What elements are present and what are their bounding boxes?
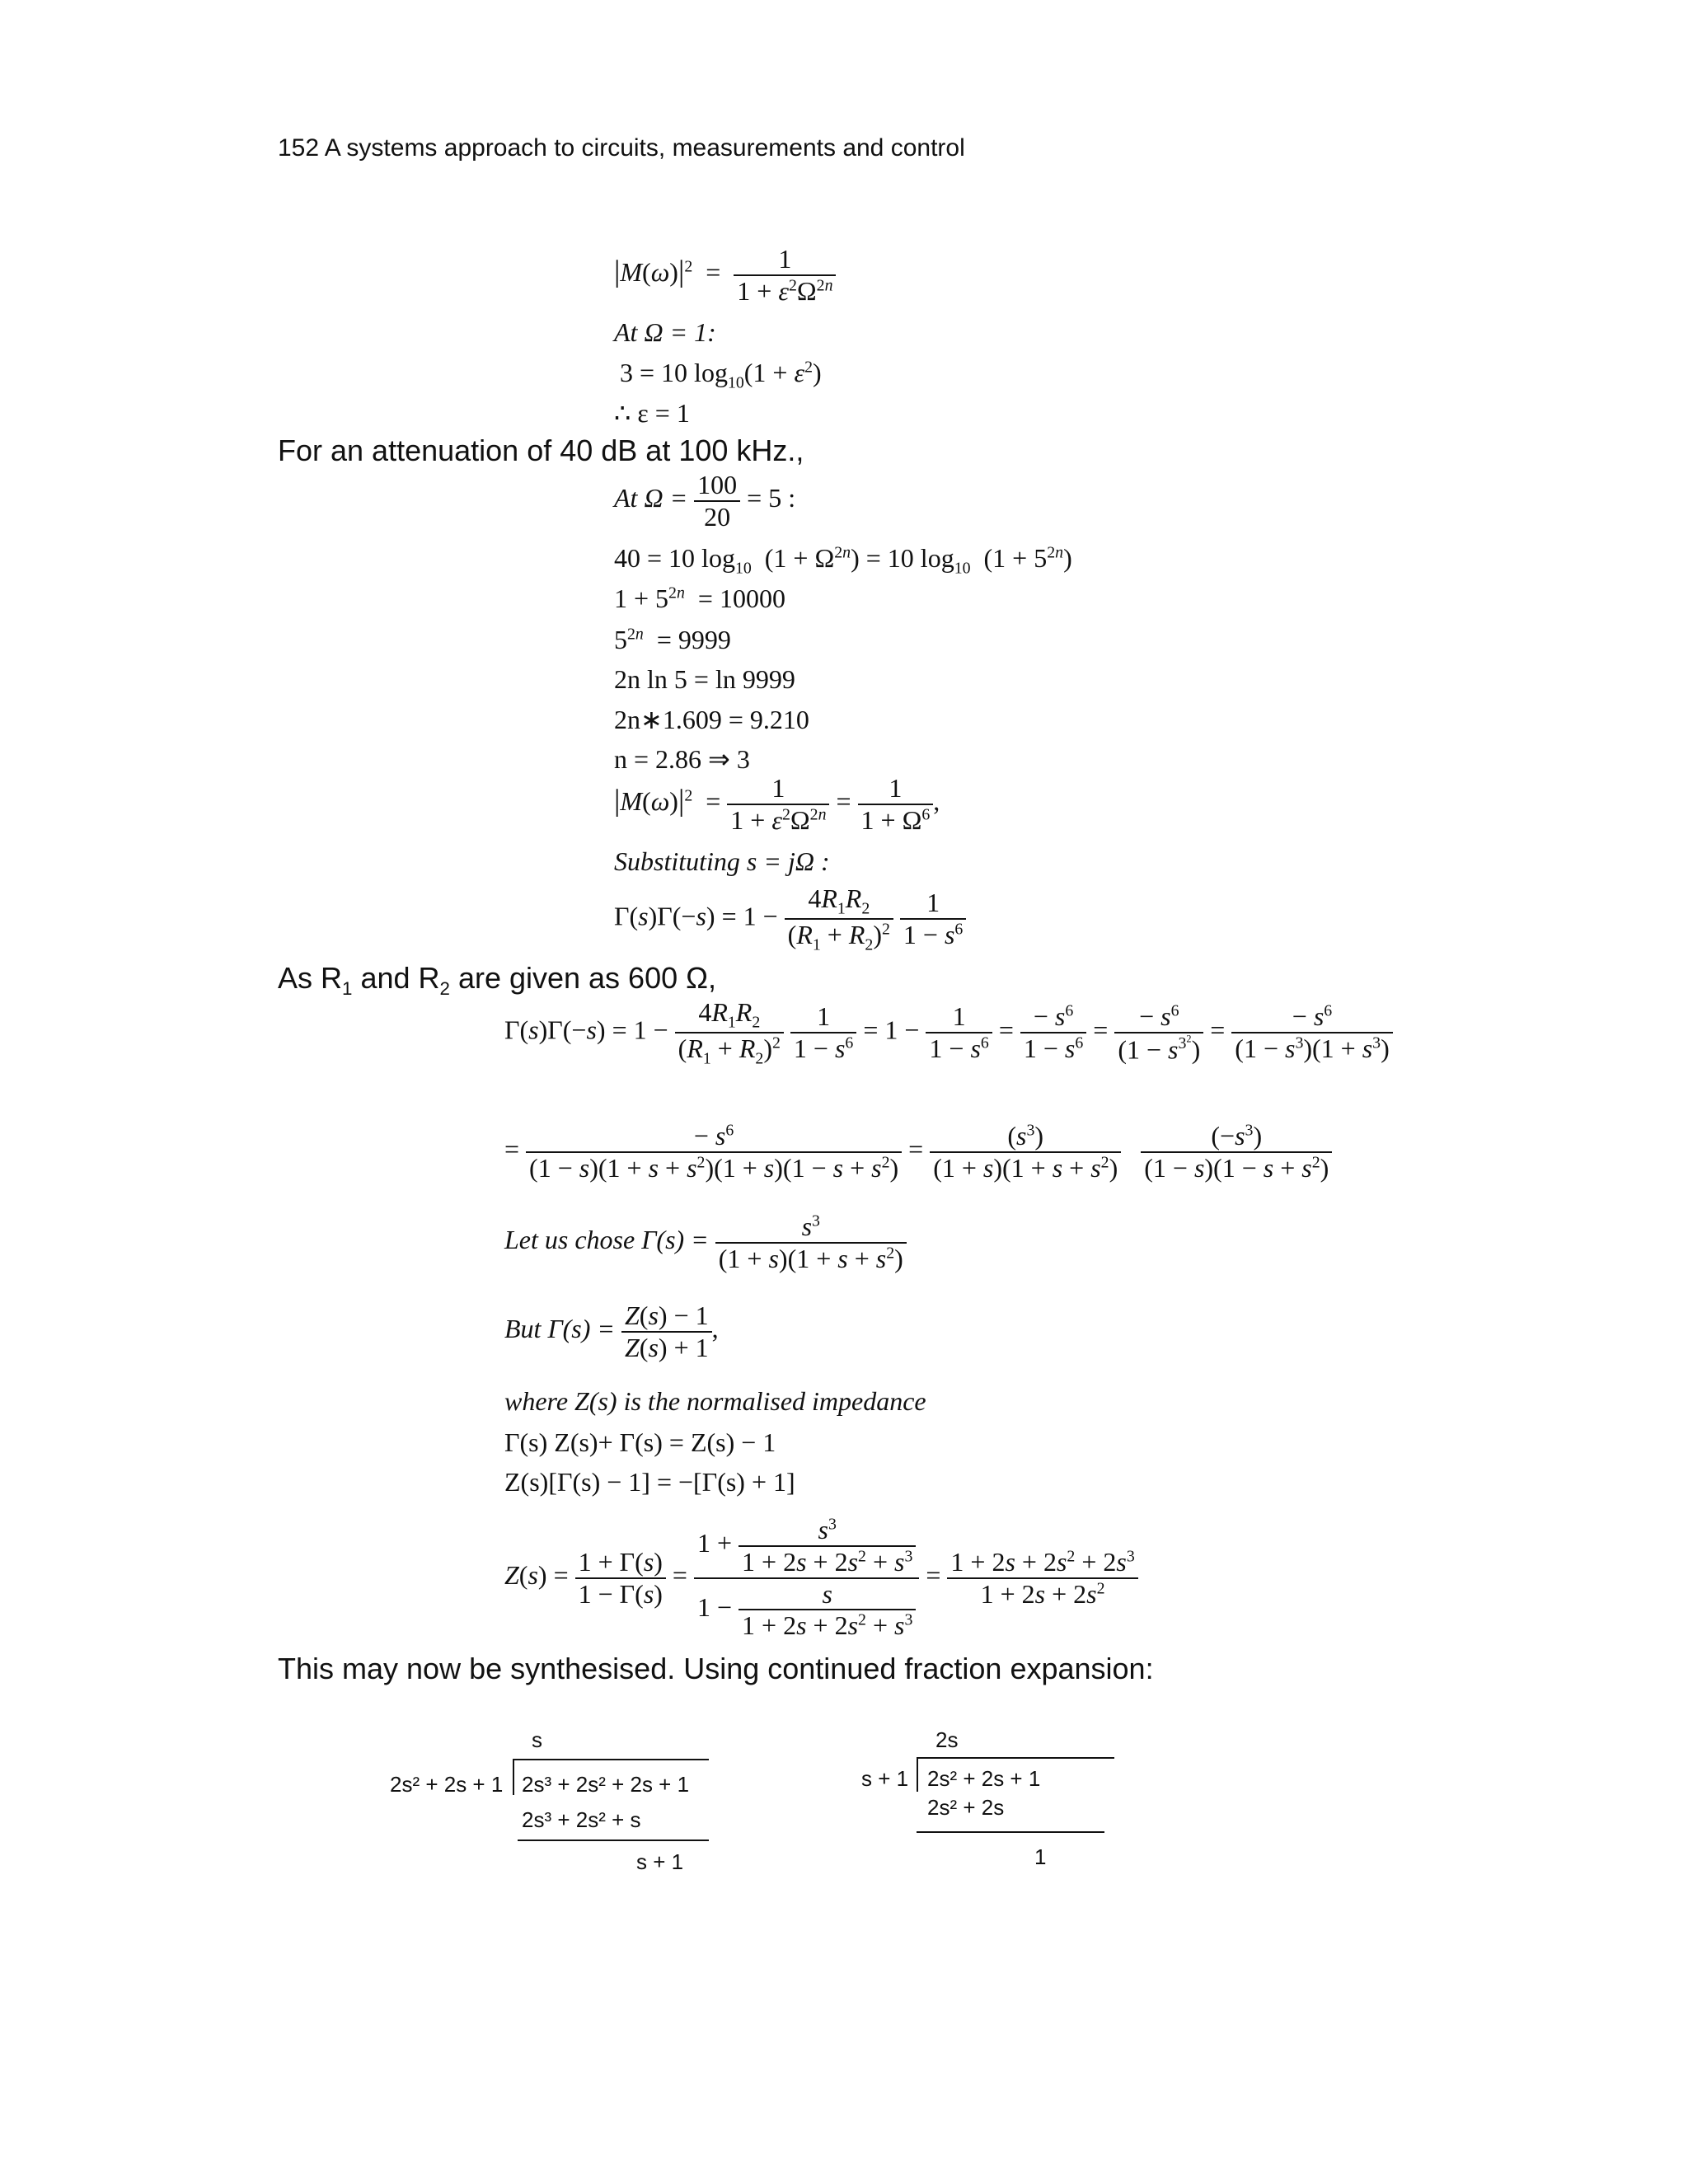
division-left-subtract: 2s³ + 2s² + s xyxy=(522,1807,641,1832)
division-left-dividend: 2s³ + 2s² + 2s + 1 xyxy=(522,1772,690,1797)
equation-epsilon-result: ∴ ε = 1 xyxy=(614,398,690,428)
equation-n-result: n = 2.86 ⇒ 3 xyxy=(614,744,750,774)
equation-z-result: Z(s) = $\frac{1 + \Gamma(s)}{1 - \Gamma(s)}$ = 1 + $\frac{s^3}{1 + 2s + 2s^2 + s^3}$ 1 − $\frac{s}{1 + 2s + 2s^2 + s^3}$ = $\frac{1 + 2s + 2s^2 + 2s^3}{1 + 2s + 2s^2}$ xyxy=(504,1515,1138,1641)
division-right-remainder: 1 xyxy=(1034,1844,1047,1869)
division-left-divisor: 2s² + 2s + 1 xyxy=(390,1772,504,1797)
division-right-dividend: 2s² + 2s + 1 xyxy=(927,1766,1041,1791)
equation-gamma-impedance: But Γ(s) = $\frac{Z(s) - 1}{Z(s) + 1}$ , xyxy=(504,1301,719,1362)
equation-at-omega-5: At Ω = $\frac{100}{20}$ = 5 : xyxy=(614,470,796,532)
equation-gamma-chosen: Let us chose Γ(s) = $\frac{s^3}{(1 + s)(1 + s + s^2)}$ xyxy=(504,1212,907,1274)
equation-magnitude-substituted: $|M(\omega)|^2$ = $\frac{1}{1 + \varepsilon^2\Omega^{2n}}$ = $\frac{1}{1 + \Omega^6}$ , xyxy=(614,773,940,835)
equation-magnitude-squared: $|M(\omega)|^2$ = $\frac{1}{1 + \varepsilon^2\Omega^{2n}}$ xyxy=(614,244,836,307)
division-left-quotient: s xyxy=(532,1727,542,1752)
equation-40db: 40 = 10 $\log_{10} (1 + \Omega^{2n}) = 10$ $\log_{10} (1 + 5^{2n})$ xyxy=(614,543,1072,578)
equation-mult: 2n∗1.609 = 9.210 xyxy=(614,705,809,734)
equation-where: where Z(s) is the normalised impedance xyxy=(504,1386,926,1416)
equation-10000: $1 + 5^{2n} = 10000$ xyxy=(614,583,785,613)
equation-gamma-product: Γ(s)Γ(−s) = 1 − $\frac{4R_1R_2}{(R_1 + R_2)^2}$ $\frac{1}{1 - s^6}$ xyxy=(614,883,966,954)
prose-attenuation: For an attenuation of 40 dB at 100 kHz., xyxy=(278,434,804,467)
division-right-subtract: 2s² + 2s xyxy=(927,1795,1005,1820)
division-left-remainder: s + 1 xyxy=(636,1849,684,1874)
equation-z-gamma: Z(s)[Γ(s) − 1] = −[Γ(s) + 1] xyxy=(504,1467,795,1497)
division-right-quotient: 2s xyxy=(935,1727,959,1752)
division-right-divisor: s + 1 xyxy=(861,1766,909,1791)
prose-resistances: As $R_1$ and $R_2$ are given as 600 Ω, xyxy=(278,961,717,1000)
equation-substituting: Substituting s = jΩ : xyxy=(614,846,830,876)
equation-gamma-expanded: Γ(s)Γ(−s) = 1 − $\frac{4R_1R_2}{(R_1 + R_2)^2}$ $\frac{1}{1 - s^6}$ = 1 − $\frac{1}{1 - s^6}$ = $\frac{- s^6}{1 - s^6}$ = $\frac{- s^6}{(1 - s^{3^2})}$ = $\frac{- s^6}{(1 - s^3)(1 + s^3)}$ xyxy=(504,997,1393,1068)
equation-at-omega-1: At Ω = 1: xyxy=(614,317,716,347)
equation-gamma-z: Γ(s) Z(s)+ Γ(s) = Z(s) − 1 xyxy=(504,1427,776,1457)
page-header: 152 A systems approach to circuits, measurements and control xyxy=(278,134,965,162)
equation-gamma-factored: = $\frac{- s^6}{(1 - s)(1 + s + s^2)(1 + s)(1 - s + s^2)}$ = $\frac{(s^3)}{(1 + s)(1 + s + s^2)}$ $\frac{(-s^3)}{(1 - s)(1 - s + s^2)}$ xyxy=(504,1121,1332,1183)
prose-synthesis: This may now be synthesised. Using continued fraction expansion: xyxy=(278,1652,1154,1685)
equation-log-3: 3 = 10 $\log_{10}(1 + \varepsilon^2)$ xyxy=(620,358,822,392)
equation-9999: $5^{2n} = 9999$ xyxy=(614,625,731,654)
equation-ln: 2n ln 5 = ln 9999 xyxy=(614,664,795,694)
